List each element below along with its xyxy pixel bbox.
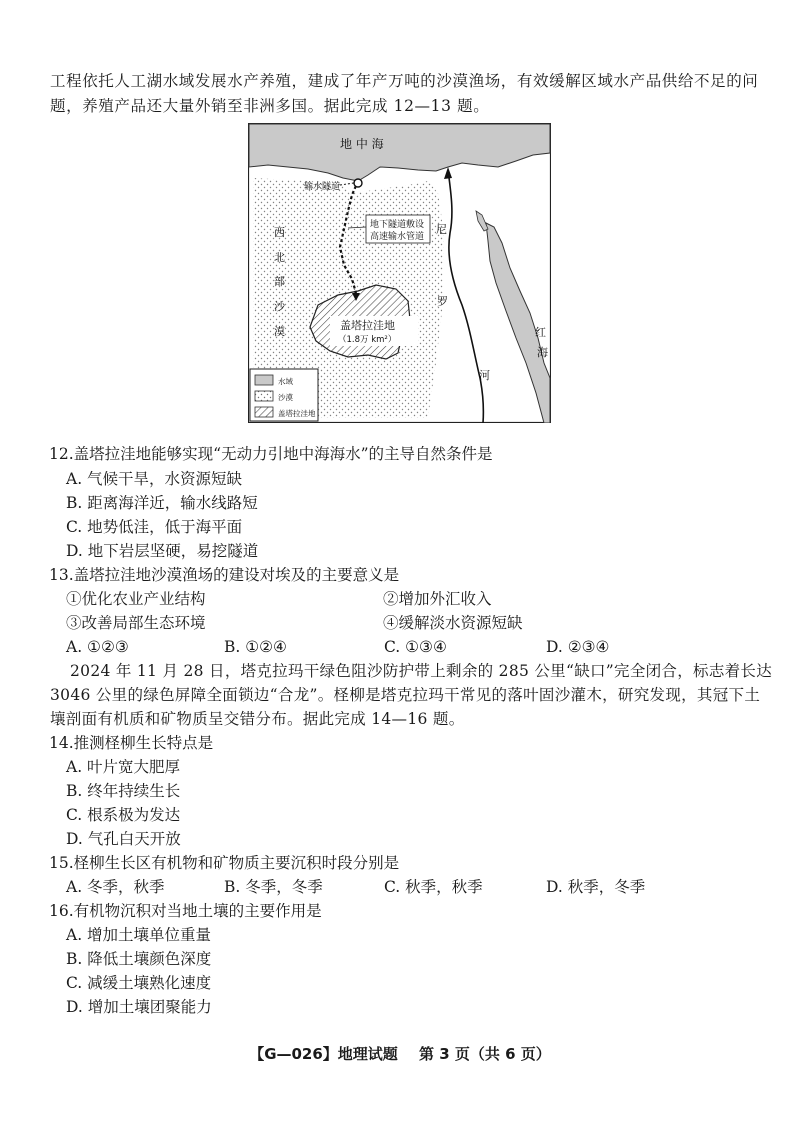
desert-label-char: 部 [274,275,285,288]
legend-depression-label: 盖塔拉洼地 [278,409,316,418]
question-13-item: ①优化农业产业结构 [66,590,206,608]
question-14-option: D. 气孔白天开放 [66,830,181,848]
question-15-choice: A. 冬季，秋季 [66,878,165,896]
basin-label: 盖塔拉洼地 [340,319,395,332]
question-13-choice: D. ②③④ [546,638,610,656]
question-13-choices-row [66,637,666,659]
red-sea-label-char: 红 [535,326,546,339]
question-12-stem: 12.盖塔拉洼地能够实现“无动力引地中海海水”的主导自然条件是 [49,445,493,463]
desert-label-char: 北 [274,251,285,264]
question-16-option: C. 减缓土壤熟化速度 [66,974,212,992]
desert-label-char: 西 [274,226,285,239]
pipe-label-line: 高速输水管道 [370,232,425,242]
question-14-option: C. 根系极为发达 [66,806,181,824]
question-12-option: A. 气候干旱，水资源短缺 [66,470,243,488]
question-16-option: A. 增加土壤单位重量 [66,926,212,944]
question-14-option: B. 终年持续生长 [66,782,181,800]
legend-desert-label: 沙漠 [278,393,293,402]
question-13-choice: C. ①③④ [384,638,447,656]
question-14-stem: 14.推测柽柳生长特点是 [49,734,214,752]
question-16-option: B. 降低土壤颜色深度 [66,950,212,968]
desert-label-char: 沙 [274,300,285,313]
question-12-option: B. 距离海洋近，输水线路短 [66,494,258,512]
question-16-option: D. 增加土壤团聚能力 [66,998,212,1016]
question-15-choice: D. 秋季，冬季 [546,878,646,896]
nile-label-char: 罗 [437,295,448,308]
question-15-choice: B. 冬季，冬季 [224,878,323,896]
nile-label-char: 河 [479,369,490,382]
intro-paragraph-line: 2024 年 11 月 28 日，塔克拉玛干绿色阻沙防护带上剩余的 285 公里“缺口”完全闭合，标志着长达 [70,662,773,680]
page-number: 第 3 页（共 6 页） [419,1045,551,1063]
question-12-option: D. 地下岩层坚硬，易挖隧道 [66,542,259,560]
intro-paragraph-line: 题，养殖产品还大量外销至非洲多国。据此完成 12—13 题。 [50,97,490,115]
question-13-choice: A. ①②③ [66,638,129,656]
question-15-stem: 15.柽柳生长区有机物和矿物质主要沉积时段分别是 [49,854,400,872]
intro-paragraph-line: 工程依托人工湖水域发展水产养殖，建成了年产万吨的沙漠渔场，有效缓解区域水产品供给不足的问 [50,72,759,90]
nile-label-char: 尼 [436,223,447,236]
desert-label-char: 漠 [274,325,285,338]
sea-label: 地 中 海 [340,137,384,151]
intro-paragraph-line: 壤剖面有机质和矿物质呈交错分布。据此完成 14—16 题。 [50,710,465,728]
question-16-stem: 16.有机物沉积对当地土壤的主要作用是 [49,902,322,920]
exam-code: 【G—026】地理试题 [249,1045,398,1063]
page-footer [0,1043,800,1064]
red-sea-label-char: 海 [537,346,548,359]
question-14-option: A. 叶片宽大肥厚 [66,758,181,776]
question-13-item: ②增加外汇收入 [383,590,492,608]
question-13-item: ④缓解淡水资源短缺 [383,614,523,632]
question-13-items-row [66,613,666,635]
question-15-choices-row [66,877,666,899]
egypt-map-figure [248,123,551,423]
question-15-choice: C. 秋季，秋季 [384,878,483,896]
question-12-option: C. 地势低洼，低于海平面 [66,518,243,536]
question-13-items-row [66,589,666,611]
question-13-choice: B. ①②④ [224,638,287,656]
legend-water-label: 水域 [278,377,293,386]
basin-area-label: （1.8万 km²） [338,335,397,345]
question-13-item: ③改善局部生态环境 [66,614,206,632]
tunnel-label: 输水隧道 [304,182,341,192]
pipe-label-line: 地下隧道敷设 [370,220,425,230]
intro-paragraph-line: 3046 公里的绿色屏障全面锁边“合龙”。柽柳是塔克拉玛干常见的落叶固沙灌木，研究发现，其冠下土 [50,686,761,704]
question-13-stem: 13.盖塔拉洼地沙漠渔场的建设对埃及的主要意义是 [49,566,400,584]
